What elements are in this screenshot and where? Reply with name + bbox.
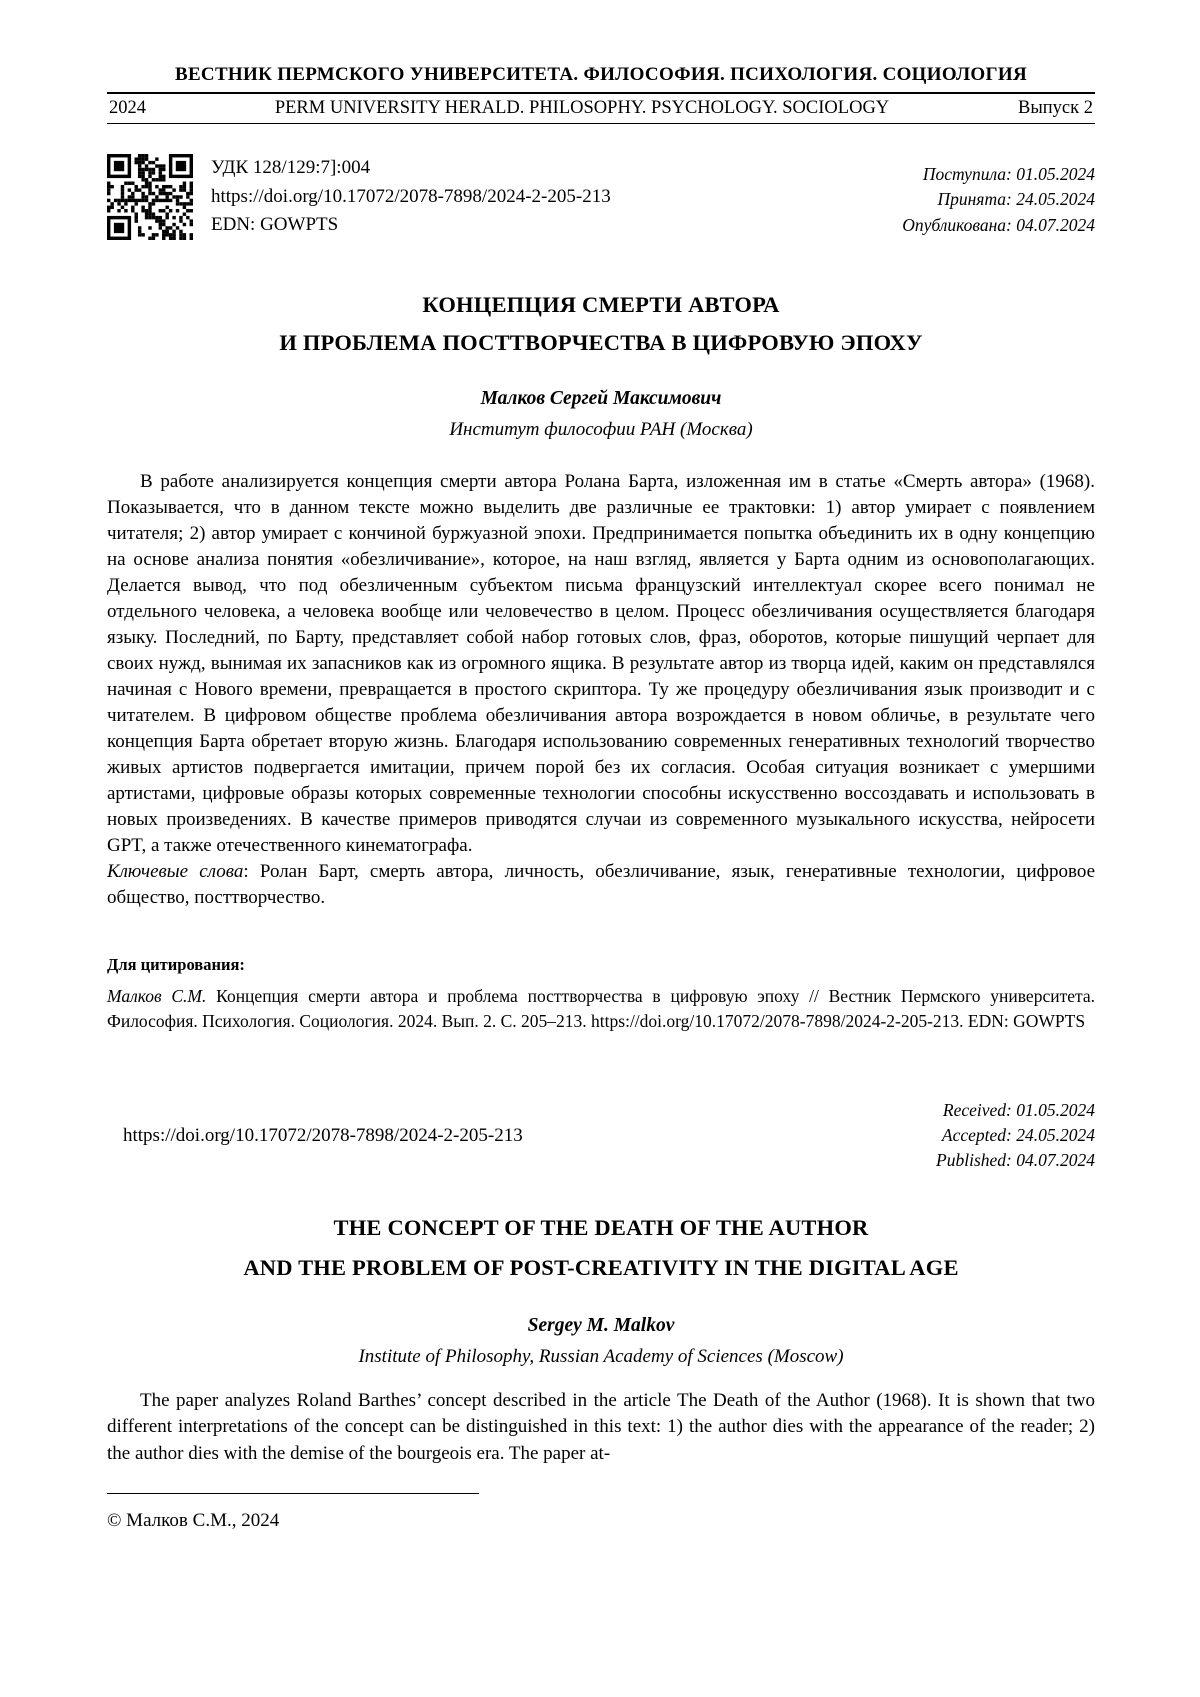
date-accepted-ru: Принята: 24.05.2024 [937,189,1095,210]
author-name-ru: Малков Сергей Максимович [480,387,722,409]
journal-header [107,64,1095,124]
copyright-line: © Малков С.М., 2024 [107,1510,280,1532]
article-title-ru-line2: И ПРОБЛЕМА ПОСТТВОРЧЕСТВА В ЦИФРОВУЮ ЭПОХУ [279,329,923,355]
date-received-ru: Поступила: 01.05.2024 [922,164,1095,184]
abstract-ru: В работе анализируется концепция смерти автора Ролана Барта, изложенная им в статье «Смерть автора» (1968). Показывается, что в данном тексте можно выделить две различные ее трактовки: 1) автор умирает с появлением читателя; 2) автор умирает с кончиной буржуазной эпохи. Предпринимается попытка объединить их в одну концепцию на основе анализа понятия «обезличивание», которое, на наш взгляд, является у Барта одним из основополагающих. Делается вывод, что под обезличенным субъектом письма французский интеллектуал скорее всего понимал не отдельного человека, а человека вообще или человечество в целом. Процесс обезличивания осуществляется благодаря языку. Последний, по Барту, представляет собой набор готовых слов, фраз, оборотов, которые пишущий черпает для своих нужд, вынимая их запасников как из огромного ящика. В результате автор из творца идей, каким он представлялся начиная с Нового времени, превращается в простого скриптора. Ту же процедуру обезличивания язык производит и с читателем. В цифровом обществе проблема обезличивания автора возрождается в новом обличье, в результате чего концепция Барта обретает вторую жизнь. Благодаря использованию современных генеративных технологий творчество живых артистов подвергается имитации, причем порой без их согласия. Особая ситуация возникает с умершими артистами, цифровые образы которых современные технологии способны искусственно воссоздавать и использовать в новых произведениях. В качестве примеров приводятся случаи из современного музыкального искусства, нейросети GPT, а также отечественного кинематографа. [107,470,1095,856]
header-rule-bottom [107,123,1095,124]
date-accepted-en: Accepted: 24.05.2024 [941,1124,1095,1145]
author-affiliation-ru: Институт философии РАН (Москва) [449,418,753,440]
citation-text [107,984,1095,1034]
author-name-en: Sergey M. Malkov [527,1314,675,1336]
article-title-en-line2: AND THE PROBLEM OF POST-CREATIVITY IN THE DIGITAL AGE [243,1255,959,1281]
dates-block-en [936,1098,1095,1174]
footnote-rule [107,1493,479,1494]
article-title-en [107,1208,1095,1289]
doi-link-en[interactable]: https://doi.org/10.17072/2078-7898/2024-2-205-213 [123,1124,523,1146]
keywords-text: : Ролан Барт, смерть автора, личность, обезличивание, язык, генеративные технологии, цифровое общество, посттворчество. [107,860,1095,908]
journal-year: 2024 [109,98,146,118]
udc-number: УДК 128/129:7]:004 [211,157,371,179]
meta-left [107,154,611,240]
article-title-en-line1: THE CONCEPT OF THE DEATH OF THE AUTHOR [333,1214,869,1240]
article-meta-block [107,154,1095,240]
keywords-label: Ключевые слова [107,860,244,882]
article-title-ru [107,286,1095,362]
udc-block [211,154,611,240]
doi-link-ru[interactable]: https://doi.org/10.17072/2078-7898/2024-2-205-213 [211,185,611,207]
date-published-en: Published: 04.07.2024 [936,1150,1095,1171]
citation-label: Для цитирования: [107,954,245,974]
edn-code: EDN: GOWPTS [211,214,339,236]
english-meta-row [107,1098,1095,1174]
article-title-ru-line1: КОНЦЕПЦИЯ СМЕРТИ АВТОРА [422,292,780,317]
journal-subheader-row [107,94,1095,121]
author-affiliation-en: Institute of Philosophy, Russian Academy of Sciences (Moscow) [358,1345,844,1367]
qr-code [107,154,193,240]
citation-author: Малков С.М. [107,985,207,1006]
journal-title-ru: ВЕСТНИК ПЕРМСКОГО УНИВЕРСИТЕТА. ФИЛОСОФИЯ. ПСИХОЛОГИЯ. СОЦИОЛОГИЯ [174,64,1027,85]
dates-block-ru [902,154,1095,238]
journal-title-en: PERM UNIVERSITY HERALD. PHILOSOPHY. PSYCHOLOGY. SOCIOLOGY [274,98,890,118]
abstract-en: The paper analyzes Roland Barthes’ concept described in the article The Death of the Author (1968). It is shown that two different interpretations of the concept can be distinguished in this text: 1) the author dies with the appearance of the reader; 2) the author dies with the demise of the bourgeois era. The paper at- [107,1389,1095,1464]
journal-issue: Выпуск 2 [1018,98,1093,118]
doi-line-en [107,1125,523,1147]
keywords-ru [107,859,1095,911]
citation-body: Концепция смерти автора и проблема посттворчества в цифровую эпоху // Вестник Пермского университета. Философия. Психология. Социология. 2024. Вып. 2. С. 205–213. https://doi.org/10.17072/2078-7898/2024-2-205-213. EDN: GOWPTS [107,985,1095,1031]
date-published-ru: Опубликована: 04.07.2024 [902,214,1095,235]
date-received-en: Received: 01.05.2024 [942,1099,1095,1120]
